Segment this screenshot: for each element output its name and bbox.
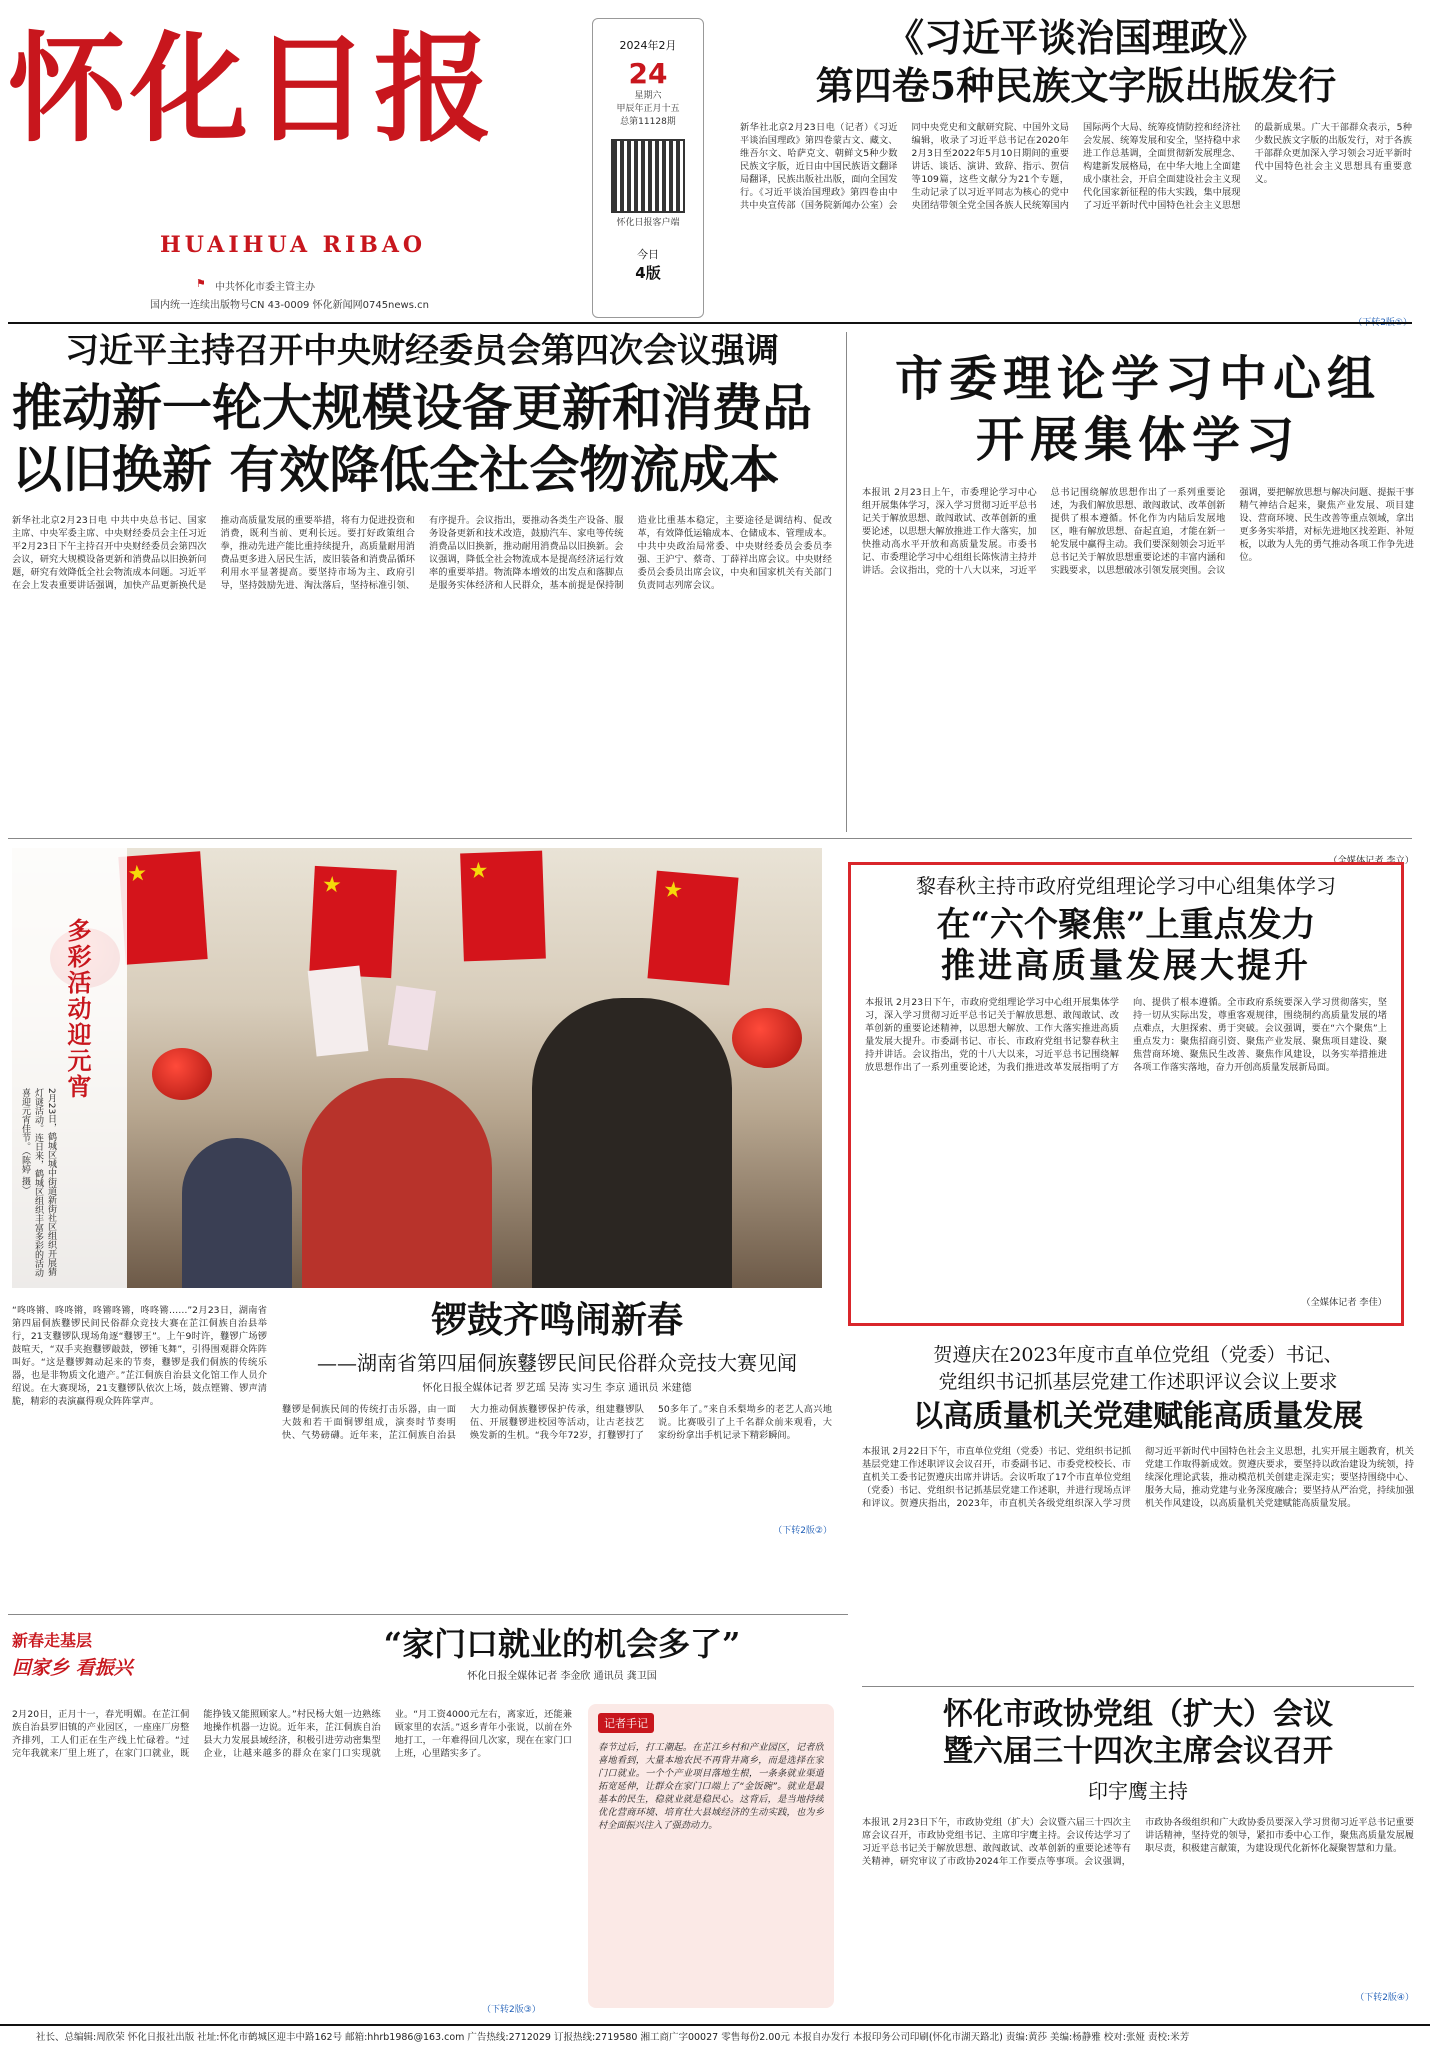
story5-subtitle: ——湖南省第四届侗族鼟锣民间民俗群众竞技大赛见闻 <box>317 1351 797 1376</box>
date-weekday: 星期六 <box>634 91 662 101</box>
person-silhouette <box>182 1138 292 1288</box>
footer-imprint: 社长、总编辑:周欣荣 怀化日报社出版 社址:怀化市鹤城区迎丰中路162号 邮箱:hhrb1986@163.com 广告热线:2712029 订报热线:2719580 湘工商广字00027 零售每份2.00元 本报自办发行 本报印务公司印刷(怀化市湖天路北) 责编:黄莎 美编:杨静雅 校对:张娅 责校:米芳 <box>0 2024 1430 2051</box>
person-silhouette <box>302 1078 492 1288</box>
story1-title-line1[interactable]: 《习近平谈治国理政》 <box>885 15 1266 60</box>
story4-title-line1[interactable]: 在“六个聚焦”上重点发力 <box>936 905 1316 945</box>
edition-count: 4版 <box>635 264 661 282</box>
date-lunar: 甲辰年正月十五 <box>616 104 680 114</box>
flag-icon <box>118 851 207 964</box>
story5-lead: “咚咚锵、咚咚锵，咚锵咚锵，咚咚锵……”2月23日，湖南省第四届侗族鼟锣民间民俗群众竞技大赛在芷江侗族自治县举行，21支鼟锣队现场角逐“鼟锣王”。上午9时许，鼟锣广场锣鼓喧天，“双手夹抱鼟锣敲鼓，锣锤飞舞”，引得围观群众阵阵叫好。“这是鼟锣舞动起来的节奏，鼟锣是我们侗族的传统乐器，也是非物质文化遗产。”芷江侗族自治县文化馆工作人员介绍说。在大赛现场，21支鼟锣队依次上场，鼓点铿锵、锣声清脆，精彩的表演赢得观众阵阵掌声。 <box>12 1305 267 1407</box>
masthead-cn-number: 国内统一连续出版物号CN 43-0009 怀化新闻网0745news.cn <box>150 300 429 311</box>
reporter-note-tag: 记者手记 <box>598 1713 654 1733</box>
story2-kicker: 习近平主持召开中央财经委员会第四次会议强调 <box>65 331 779 371</box>
vertical-divider <box>846 332 847 832</box>
story-party-building <box>862 1340 1414 1631</box>
story-theory-study <box>862 352 1414 867</box>
story5-title[interactable]: 锣鼓齐鸣闹新春 <box>430 1299 683 1341</box>
story7-pager[interactable]: （下转2版③） <box>482 2005 541 2015</box>
story4-kicker: 黎春秋主持市政府党组理论学习中心组集体学习 <box>916 874 1336 898</box>
lantern-icon <box>732 1008 802 1068</box>
photo-caption-panel <box>12 848 127 1288</box>
story5-pager[interactable]: （下转2版②） <box>773 1526 832 1537</box>
issue-number: 总第11128期 <box>620 117 676 127</box>
story3-title-line1[interactable]: 市委理论学习中心组 <box>894 351 1381 407</box>
series-tag <box>12 1628 282 1680</box>
series-tag-title: 新春走基层 <box>12 1631 93 1650</box>
story8-pager[interactable]: （下转2版④） <box>1355 1993 1414 2003</box>
story4-body: 本报讯 2月23日下午，市政府党组理论学习中心组开展集体学习，深入学习贯彻习近平总书记关于解放思想、敢闯敢试、改革创新的重要论述精神，以思想大解放、工作大落实推进高质量发展大提升。市委副书记、市长、市政府党组书记黎春秋主持并讲话。会议指出，党的十八大以来，习近平总书记围绕解放思想作出了一系列重要论述，为我们推进改革发展指明了方向、提供了根本遵循。全市政府系统要深入学习贯彻落实，坚持一切从实际出发，尊重客观规律，围绕制约高质量发展的堵点难点，大胆探索、勇于突破。会议强调，要在“六个聚焦”上重点发力：聚焦招商引资、聚焦产业发展、聚焦项目建设、聚焦营商环境、聚焦民生改善、聚焦作风建设，以务实举措推进各项工作落实落地，奋力开创高质量发展新局面。 <box>865 997 1387 1074</box>
story5-byline: 怀化日报全媒体记者 罗艺瑶 吴涛 实习生 李京 通讯员 米建德 <box>422 1383 692 1395</box>
story1-body: 新华社北京2月23日电（记者）《习近平谈治国理政》第四卷蒙古文、藏文、维吾尔文、哈萨克文、朝鲜文5种少数民族文字版，近日由中国民族语文翻译局翻译，民族出版社出版，面向全国发行。《习近平谈治国理政》第四卷由中共中央宣传部（国务院新闻办公室）会同中央党史和文献研究院、中国外文局编辑，收录了习近平总书记在2020年2月3日至2022年5月10日期间的重要讲话、谈话、演讲、致辞、指示、贺信等109篇，这些文献分为21个专题，生动记录了以习近平同志为核心的党中央团结带领全党全国各族人民统筹国内国际两个大局、统筹疫情防控和经济社会发展、统筹发展和安全，坚持稳中求进工作总基调，全面贯彻新发展理念、构建新发展格局，在中华大地上全面建成小康社会，开启全面建设社会主义现代化国家新征程的伟大实践，集中展现了习近平新时代中国特色社会主义思想的最新成果。广大干部群众表示，5种少数民族文字版的出版发行，对于各族干部群众更加深入学习领会习近平新时代中国特色社会主义思想具有重要意义。 <box>740 122 1412 212</box>
party-emblem-icon: ⚑ <box>196 277 206 290</box>
story2-body: 新华社北京2月23日电 中共中央总书记、国家主席、中央军委主席、中央财经委员会主任习近平2月23日下午主持召开中央财经委员会第四次会议，研究大规模设备更新和消费品以旧换新问题，研究有效降低全社会物流成本问题。习近平在会上发表重要讲话强调，加快产品更新换代是推动高质量发展的重要举措，将有力促进投资和消费，既利当前、更利长远。要打好政策组合拳，推动先进产能比重持续提升，高质量耐用消费品更多进入居民生活，废旧装备和消费品循环利用水平显著提高。要坚持市场为主、政府引导，坚持鼓励先进、淘汰落后，坚持标准引领、有序提升。会议指出，要推动各类生产设备、服务设备更新和技术改造，鼓励汽车、家电等传统消费品以旧换新，推动耐用消费品以旧换新。会议强调，降低全社会物流成本是提高经济运行效率的重要举措。物流降本增效的出发点和落脚点是服务实体经济和人民群众，基本前提是保持制造业比重基本稳定，主要途径是调结构、促改革，有效降低运输成本、仓储成本、管理成本。中共中央政治局常委、中央财经委员会委员李强、王沪宁、蔡奇、丁薛祥出席会议。中央财经委员会委员出席会议，中央和国家机关有关部门负责同志列席会议。 <box>12 515 832 592</box>
story2-title-line1[interactable]: 推动新一轮大规模设备更新和消费品 <box>12 378 812 438</box>
story7-title[interactable]: “家门口就业的机会多了” <box>383 1625 741 1663</box>
date-day: 24 <box>628 57 668 90</box>
story6-kicker-line1: 贺遵庆在2023年度市直单位党组（党委）书记、 <box>933 1344 1343 1366</box>
story6-body: 本报讯 2月22日下午，市直单位党组（党委）书记、党组织书记抓基层党建工作述职评议会议召开，市委副书记、市委党校校长、市直机关工委书记贺遵庆出席并讲话。会议听取了17个市直单位党组（党委）书记、党组织书记抓基层党建工作述职，并进行现场点评和评议。贺遵庆指出，2023年，市直机关各级党组织深入学习贯彻习近平新时代中国特色社会主义思想，扎实开展主题教育，机关党建工作取得新成效。贺遵庆要求，要坚持以政治建设为统领，持续深化理论武装，推动模范机关创建走深走实；要坚持围绕中心、服务大局，推动党建与业务深度融合；要坚持从严治党，持续加强机关作风建设，以高质量机关党建赋能高质量发展。 <box>862 1445 1414 1509</box>
series-tag-sub: 回家乡 看振兴 <box>12 1657 133 1679</box>
story8-title-line1[interactable]: 怀化市政协党组（扩大）会议 <box>943 1697 1333 1732</box>
story8-subtitle: 印宇鹰主持 <box>1088 1779 1188 1803</box>
story-six-focus <box>848 862 1404 1326</box>
divider <box>8 1614 848 1615</box>
story4-author: （全媒体记者 李佳） <box>1301 1297 1387 1309</box>
story1-title-line2[interactable]: 第四卷5种民族文字版出版发行 <box>815 62 1337 108</box>
flag-icon <box>460 851 546 962</box>
date-box <box>592 18 704 318</box>
date-year-month: 2024年2月 <box>619 39 677 52</box>
photo-caption: 2月23日，鹤城区城中街道新街社区组织开展猜灯谜活动。连日来，鹤城区组织丰富多彩的活动喜迎元宵佳节。（陈婷 摄） <box>20 1088 56 1277</box>
photo-vertical-title: 多彩活动迎元宵 <box>63 918 92 1100</box>
person-silhouette <box>532 998 732 1288</box>
story7-body: 2月20日，正月十一，春光明媚。在芷江侗族自治县罗旧镇的产业园区，一座座厂房整齐排列，工人们正在生产线上忙碌着。“过完年我就来厂里上班了，在家门口就业，既能挣钱又能照顾家人。”村民杨大姐一边熟练地操作机器一边说。近年来，芷江侗族自治县大力发展县域经济，积极引进劳动密集型企业，让越来越多的群众在家门口实现就业。“月工资4000元左右，离家近，还能兼顾家里的农活。”返乡青年小张说，以前在外地打工，一年难得回几次家，现在在家门口上班，心里踏实多了。 <box>12 1709 572 1759</box>
reporter-note-body: 春节过后，打工潮起。在芷江乡村和产业园区，记者欣喜地看到，大量本地农民不再背井离乡，而是选择在家门口就业。一个个产业项目落地生根，一条条就业渠道拓宽延伸，让群众在家门口端上了“金饭碗”。就业是最基本的民生，稳就业就是稳民心。这背后，是当地持续优化营商环境、培育壮大县域经济的生动实践，也为乡村全面振兴注入了强劲动力。 <box>598 1742 824 1831</box>
story-book-release <box>740 16 1412 328</box>
story-central-finance <box>12 332 832 826</box>
story7-byline: 怀化日报全媒体记者 李金欣 通讯员 龚卫国 <box>467 1671 657 1682</box>
story3-author: （全媒体记者 李立） <box>1328 855 1414 867</box>
story5-body: 鼟锣是侗族民间的传统打击乐器，由一面大鼓和若干面铜锣组成，演奏时节奏明快、气势磅礴。近年来，芷江侗族自治县大力推动侗族鼟锣保护传承，组建鼟锣队伍、开展鼟锣进校园等活动，让古老技艺焕发新的生机。“我今年72岁，打鼟锣打了50多年了。”来自禾梨坳乡的老艺人高兴地说。比赛吸引了上千名群众前来观看，大家纷纷拿出手机记录下精彩瞬间。 <box>282 1404 832 1442</box>
flag-icon <box>647 871 738 986</box>
story8-title-line2[interactable]: 暨六届三十四次主席会议召开 <box>943 1733 1333 1769</box>
story2-title-line2[interactable]: 以旧换新 有效降低全社会物流成本 <box>12 439 780 499</box>
lantern-festival-photo[interactable] <box>12 848 822 1288</box>
story4-title-line2[interactable]: 推进高质量发展大提升 <box>941 946 1311 987</box>
qr-code-icon[interactable] <box>611 139 685 213</box>
story6-title[interactable]: 以高质量机关党建赋能高质量发展 <box>913 1399 1363 1434</box>
today-label: 今日 <box>637 248 659 261</box>
story-cppcc-meeting <box>862 1698 1414 2003</box>
riddle-paper <box>308 966 369 1057</box>
masthead-pinyin: HUAIHUA RIBAO <box>160 232 427 258</box>
reporter-note <box>588 1704 834 2008</box>
masthead-title: 怀化日报 <box>8 19 497 158</box>
story3-body: 本报讯 2月23日上午，市委理论学习中心组开展集体学习，深入学习贯彻习近平总书记关于解放思想、敢闯敢试、改革创新的重要论述，以思想大解放推进工作大落实，加快推动高水平开放和高质量发展。市委书记、市委理论学习中心组组长陈恢清主持并讲话。会议指出，党的十八大以来，习近平总书记围绕解放思想作出了一系列重要论述，为我们解放思想、敢闯敢试、改革创新提供了根本遵循。怀化作为内陆后发展地区，唯有解放思想、奋起直追，才能在新一轮发展中赢得主动。我们要深刻领会习近平总书记关于解放思想重要论述的丰富内涵和实践要求，以思想破冰引领发展突围。会议强调，要把解放思想与解决问题、提振干事精气神结合起来，聚焦产业发展、项目建设、营商环境、民生改善等重点领域，拿出更多务实举措，对标先进地区找差距、补短板，以敢为人先的勇气推动各项工作争先进位。 <box>862 487 1414 577</box>
story3-title-line2[interactable]: 开展集体学习 <box>975 412 1300 469</box>
divider <box>8 838 1412 839</box>
divider <box>8 322 1412 324</box>
story6-kicker-line2: 党组织书记抓基层党建工作述职评议会议上要求 <box>938 1371 1338 1393</box>
story8-body: 本报讯 2月23日下午，市政协党组（扩大）会议暨六届三十四次主席会议召开，市政协党组书记、主席印宇鹰主持。会议传达学习了习近平总书记关于解放思想、敢闯敢试、改革创新的重要论述等有关精神，研究审议了市政协2024年工作要点等事项。会议强调，市政协各级组织和广大政协委员要深入学习贯彻习近平总书记重要讲话精神，坚持党的领导，紧扣市委中心工作，聚焦高质量发展履职尽责，积极建言献策，为建设现代化新怀化凝聚智慧和力量。 <box>862 1817 1414 1867</box>
masthead-sponsor: 中共怀化市委主管主办 <box>215 282 315 293</box>
qr-caption: 怀化日报客户端 <box>616 218 680 228</box>
flag-icon <box>309 866 397 978</box>
riddle-paper <box>388 986 436 1051</box>
lantern-icon <box>152 1048 212 1100</box>
divider <box>862 1686 1414 1687</box>
